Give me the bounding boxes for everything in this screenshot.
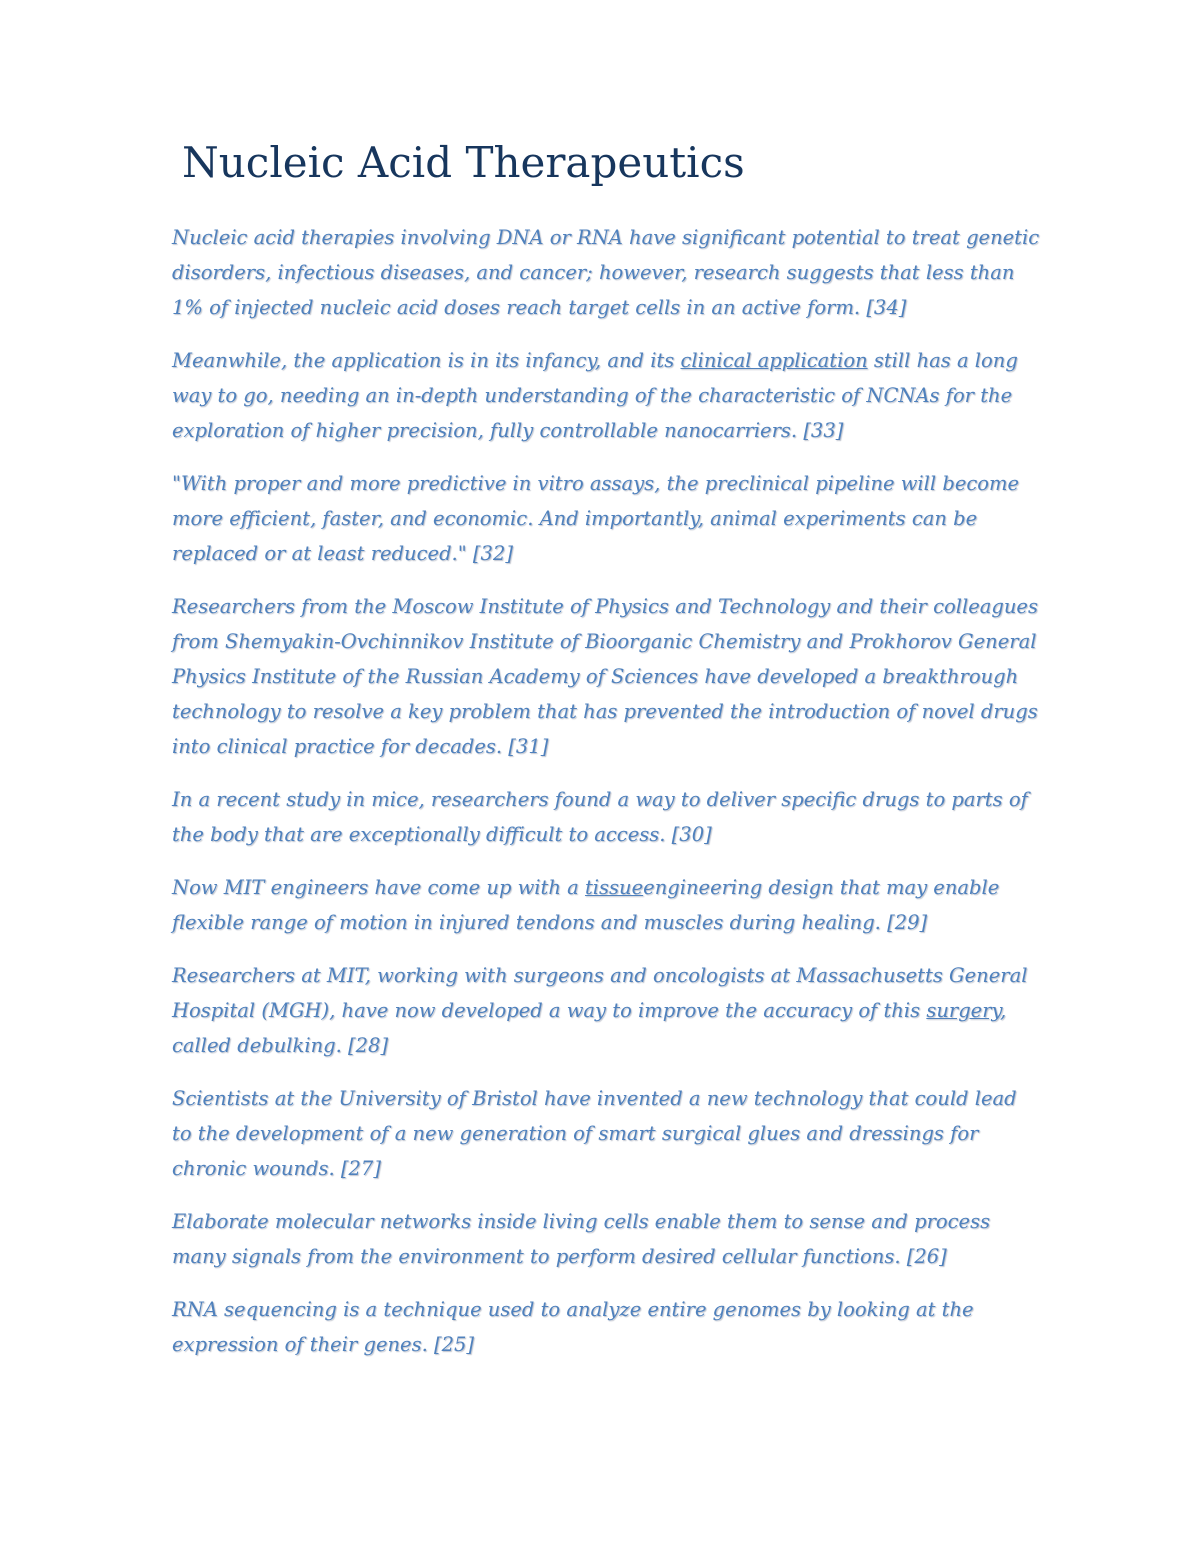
body-paragraph (172, 343, 1042, 448)
paragraph-text: Elaborate molecular networks inside living cells enable them to sense and process many signals from the environment to perform desired cellular functions. [26] (172, 1210, 991, 1268)
paragraph-text: Researchers from the Moscow Institute of Physics and Technology and their colleagues from Shemyakin-Ovchinnikov Institute of Bioorganic Chemistry and Prokhorov General Physics Institute of the Russian Academy of Sciences have developed a breakthrough technology to resolve a key problem that has prevented the introduction of novel drugs into clinical practice for decades. [31] (172, 595, 1038, 758)
body-paragraph (172, 870, 1042, 940)
paragraph-text: engineering design that may enable flexible range of motion in injured tendons and muscles during healing. [29] (172, 876, 1000, 934)
paragraph-text: In a recent study in mice, researchers found a way to deliver specific drugs to parts of the body that are exceptionally difficult to access. [30] (172, 788, 1028, 846)
hyperlink[interactable]: clinical application (680, 349, 868, 372)
paragraph-text: Now MIT engineers have come up with a (172, 876, 585, 899)
body-paragraph (172, 466, 1042, 571)
paragraph-text: Nucleic acid therapies involving DNA or RNA have significant potential to treat genetic disorders, infectious diseases, and cancer; however, research suggests that less than 1% of injected nucleic acid doses reach target cells in an active form. [34] (172, 226, 1040, 319)
body-paragraph (172, 589, 1042, 764)
paragraph-text: RNA sequencing is a technique used to analyze entire genomes by looking at the expression of their genes. [25] (172, 1298, 974, 1356)
paragraph-text: Researchers at MIT, working with surgeons and oncologists at Massachusetts General Hospital (MGH), have now developed a way to improve the accuracy of this (172, 964, 1028, 1022)
body-paragraph (172, 782, 1042, 852)
paragraph-text: Scientists at the University of Bristol have invented a new technology that could lead to the development of a new generation of smart surgical glues and dressings for chronic wounds. [27] (172, 1087, 1017, 1180)
hyperlink[interactable]: tissue (584, 876, 644, 899)
paragraph-text: still has a long way to go, needing an in-depth understanding of the characteristic of NCNAs for the exploration of higher precision, fully controllable nanocarriers. [33] (172, 349, 1018, 442)
body-paragraph (172, 1292, 1042, 1362)
body-paragraph (172, 958, 1042, 1063)
page-title: Nucleic Acid Therapeutics (182, 138, 745, 187)
body-paragraph (172, 1081, 1042, 1186)
paragraph-text: Meanwhile, the application is in its infancy, and its (172, 349, 681, 372)
paragraph-text: , called debulking. [28] (172, 999, 1007, 1057)
body-paragraph (172, 220, 1042, 325)
paragraph-text: "With proper and more predictive in vitro assays, the preclinical pipeline will become more efficient, faster, and economic. And importantly, animal experiments can be replaced or at least reduced." [32] (172, 472, 1020, 565)
body-paragraph (172, 1204, 1042, 1274)
document-body (172, 220, 1042, 1380)
hyperlink[interactable]: surgery (926, 999, 1000, 1022)
